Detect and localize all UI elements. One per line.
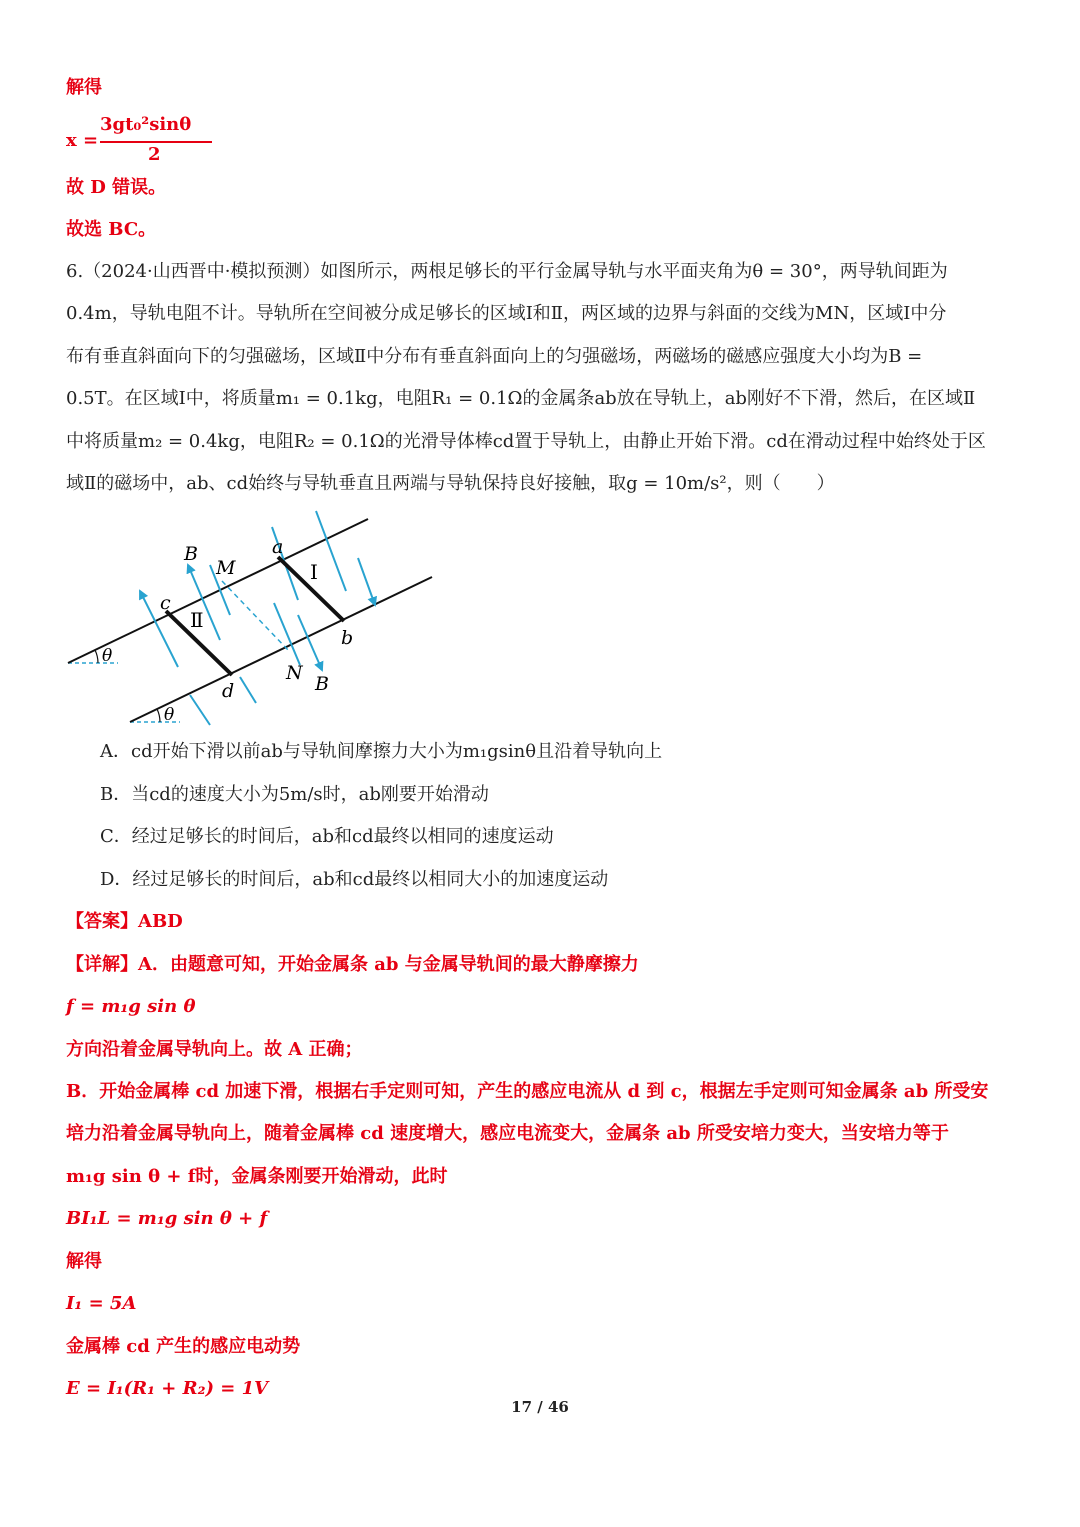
- question-6-line-2: 0.4m，导轨电阻不计。导轨所在空间被分成足够长的区域Ⅰ和Ⅱ，两区域的边界与斜面的交线为MN，区域Ⅰ中分: [66, 303, 947, 324]
- emf-text: 金属棒 cd 产生的感应电动势: [66, 1336, 301, 1357]
- upper-rail: [68, 519, 368, 663]
- jiede-label-1: 解得: [66, 77, 102, 98]
- jiede-label-2: 解得: [66, 1251, 102, 1272]
- question-6-line-4: 0.5T。在区域Ⅰ中，将质量m₁ = 0.1kg，电阻R₁ = 0.1Ω的金属条ab放在导轨上，ab刚好不下滑，然后，在区域Ⅱ: [66, 388, 976, 409]
- field-line-region-2: [140, 591, 178, 667]
- label-n: N: [286, 662, 303, 684]
- label-m: M: [216, 557, 236, 579]
- option-a: A．cd开始下滑以前ab与导轨间摩擦力大小为m₁gsinθ且沿着导轨向上: [100, 741, 663, 762]
- page-number: 17 / 46: [511, 1398, 569, 1416]
- direction-up-text: 方向沿着金属导轨向上。故 A 正确；: [66, 1039, 363, 1060]
- label-theta-1: θ: [102, 646, 113, 666]
- label-a: a: [272, 536, 284, 558]
- equation-friction: f = m₁g sin θ: [66, 996, 196, 1017]
- lower-rail: [130, 577, 432, 722]
- fraction-bar: [100, 141, 212, 143]
- answer-text: 【答案】ABD: [66, 911, 183, 932]
- part-b-line-1: B．开始金属棒 cd 加速下滑，根据右手定则可知，产生的感应电流从 d 到 c，根据左手定则可知金属条 ab 所受安: [66, 1081, 989, 1102]
- equation-emf: E = I₁(R₁ + R₂) = 1V: [66, 1378, 269, 1399]
- field-line-region-1: [358, 558, 375, 605]
- label-d: d: [222, 680, 235, 702]
- label-c: c: [160, 592, 171, 614]
- question-6-line-5: 中将质量m₂ = 0.4kg，电阻R₂ = 0.1Ω的光滑导体棒cd置于导轨上，由静止开始下滑。cd在滑动过程中始终处于区: [66, 431, 986, 452]
- option-b: B．当cd的速度大小为5m/s时，ab刚要开始滑动: [100, 784, 489, 805]
- option-c: C．经过足够长的时间后，ab和cd最终以相同的速度运动: [100, 826, 554, 847]
- label-b-bottom: B: [315, 673, 329, 695]
- question-6-line-6: 域Ⅱ的磁场中，ab、cd始终与导轨垂直且两端与导轨保持良好接触，取g = 10m/s²，则（ ）: [66, 473, 835, 494]
- label-b-end: b: [341, 627, 354, 649]
- label-region-1: Ⅰ: [310, 560, 318, 584]
- equation-bil: BI₁L = m₁g sin θ + f: [66, 1208, 268, 1229]
- fraction-denominator: 2: [148, 144, 161, 165]
- label-region-2: Ⅱ: [190, 608, 204, 632]
- d-wrong-text: 故 D 错误。: [66, 177, 167, 198]
- angle-arc-1: [95, 650, 98, 663]
- equation-i1: I₁ = 5A: [66, 1293, 137, 1314]
- field-line-region-1: [274, 603, 300, 665]
- question-6-line-1: 6.（2024·山西晋中·模拟预测）如图所示，两根足够长的平行金属导轨与水平面夹角为θ = 30°，两导轨间距为: [66, 261, 948, 282]
- choose-bc-text: 故选 BC。: [66, 219, 157, 240]
- question-6-line-3: 布有垂直斜面向下的匀强磁场，区域Ⅱ中分布有垂直斜面向上的匀强磁场，两磁场的磁感应强度大小均为B =: [66, 346, 923, 367]
- fraction-numerator: 3gt₀²sinθ: [100, 114, 192, 135]
- rails-magnetic-field-diagram: [60, 505, 500, 735]
- fraction-lhs: x =: [66, 130, 99, 151]
- option-d: D．经过足够长的时间后，ab和cd最终以相同大小的加速度运动: [100, 869, 609, 890]
- field-line-region-1: [316, 511, 346, 591]
- angle-arc-2: [157, 709, 160, 722]
- part-b-line-2: 培力沿着金属导轨向上，随着金属棒 cd 速度增大，感应电流变大，金属条 ab 所受安培力变大，当安培力等于: [66, 1123, 949, 1144]
- detail-intro: 【详解】A．由题意可知，开始金属条 ab 与金属导轨间的最大静摩擦力: [66, 954, 639, 975]
- label-theta-2: θ: [164, 705, 175, 725]
- field-line-region-2: [190, 695, 210, 725]
- mn-boundary-line: [222, 581, 288, 650]
- part-b-line-3: m₁g sin θ + f时，金属条刚要开始滑动，此时: [66, 1166, 448, 1187]
- field-line-region-1: [240, 677, 256, 703]
- label-b-top: B: [184, 543, 198, 565]
